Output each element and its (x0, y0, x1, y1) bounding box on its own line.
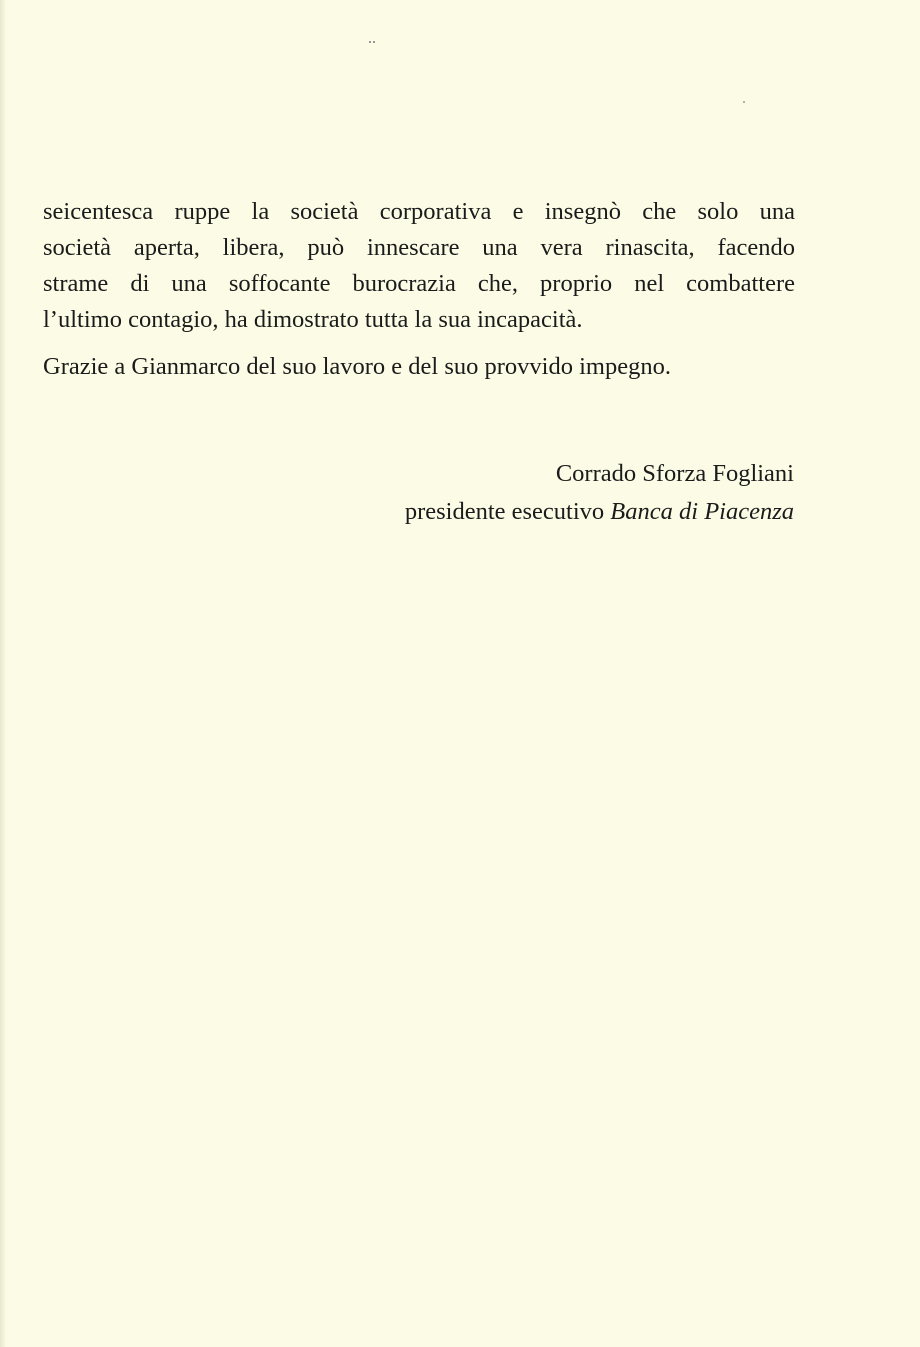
paragraph-conclusion (43, 194, 795, 338)
print-speck (369, 41, 371, 43)
text-line: seicentesca ruppe la società corporativa e insegnò che solo una (43, 198, 795, 225)
print-speck (373, 41, 375, 43)
signatory-role (405, 493, 794, 531)
page-edge-shadow (0, 0, 6, 1347)
text-line: Grazie a Gianmarco del suo lavoro e del suo provvido impegno. (43, 353, 671, 380)
body-text (43, 194, 795, 385)
signature-block (405, 455, 794, 531)
signatory-name: Corrado Sforza Fogliani (555, 460, 794, 487)
text-line: società aperta, libera, può innescare una vera rinascita, facendo (43, 234, 795, 261)
paragraph-thanks (43, 349, 795, 385)
print-speck (743, 101, 745, 103)
text-line: l’ultimo contagio, ha dimostrato tutta la sua incapacità. (43, 306, 583, 333)
role-title: presidente esecutivo (404, 498, 611, 525)
text-line: strame di una soffocante burocrazia che, proprio nel combattere (43, 270, 795, 297)
organization-name: Banca di Piacenza (610, 498, 794, 525)
